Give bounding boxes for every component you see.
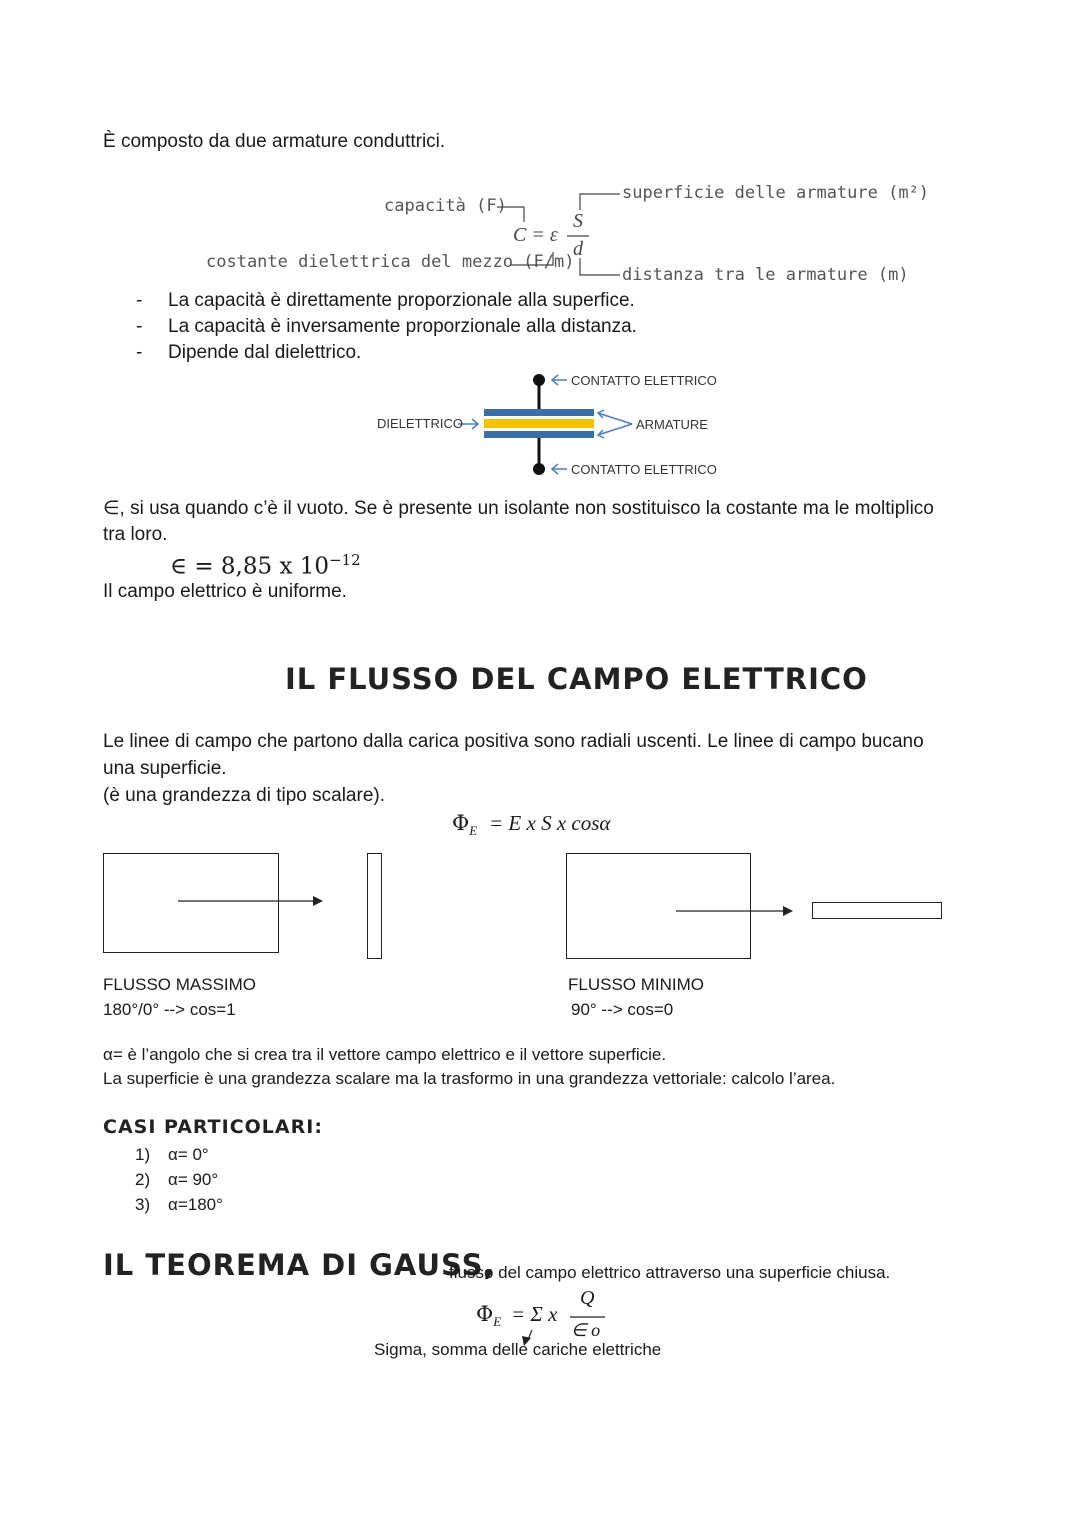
label-costante: costante dielettrica del mezzo (F/m) — [206, 252, 575, 272]
label-armature: ARMATURE — [636, 417, 708, 432]
phi-subscript: E — [493, 1314, 502, 1330]
label-capacita: capacità (F) — [384, 196, 507, 216]
bullet-dash-icon: - — [136, 342, 143, 363]
field-arrows — [0, 880, 1080, 930]
list-item: La capacità è inversamente proporzionale alla distanza. — [168, 316, 637, 337]
bullet-dash-icon: - — [136, 290, 143, 311]
uniform-text: Il campo elettrico è uniforme. — [103, 581, 347, 602]
max-flux-value: 180°/0° --> cos=1 — [103, 1000, 236, 1019]
label-superficie: superficie delle armature (m²) — [622, 183, 930, 203]
surface-definition: La superficie è una grandezza scalare ma la trasformo in una grandezza vettoriale: calcolo l’area. — [103, 1069, 836, 1088]
formula-numerator: S — [573, 210, 583, 232]
min-flux-title: FLUSSO MINIMO — [568, 975, 705, 994]
max-flux-title: FLUSSO MASSIMO — [103, 975, 257, 994]
label-distanza: distanza tra le armature (m) — [622, 265, 909, 285]
case-text: α= 0° — [168, 1145, 209, 1164]
flux-text-line3: (è una grandezza di tipo scalare). — [103, 785, 385, 806]
label-contatto-bottom: CONTATTO ELETTRICO — [571, 462, 717, 477]
min-flux-value: 90° --> cos=0 — [571, 1000, 674, 1019]
gauss-numerator: Q — [580, 1287, 595, 1309]
formula-lhs: C = ε — [513, 224, 558, 246]
case-text: α= 90° — [168, 1170, 219, 1189]
intro-text: È composto da due armature conduttrici. — [103, 131, 446, 152]
flux-formula-rhs: = E x S x cosα — [489, 811, 611, 835]
gauss-note: Sigma, somma delle cariche elettriche — [374, 1340, 662, 1359]
special-cases-title: CASI PARTICOLARI: — [103, 1116, 323, 1138]
formula-denominator: d — [573, 238, 583, 260]
label-contatto-top: CONTATTO ELETTRICO — [571, 373, 717, 388]
gauss-denominator: ∈ o — [571, 1320, 601, 1340]
flux-text-line2: una superficie. — [103, 758, 227, 779]
capacitor-drawing — [0, 360, 1080, 490]
case-number: 2) — [135, 1170, 151, 1189]
epsilon-base: ∈ = 8,85 x 10 — [170, 553, 329, 580]
case-number: 3) — [135, 1195, 151, 1214]
phi-symbol: Φ — [452, 811, 470, 835]
epsilon-value — [170, 551, 361, 580]
phi-subscript: E — [469, 823, 478, 839]
list-item: Dipende dal dielettrico. — [168, 342, 362, 363]
gauss-title: IL TEOREMA DI GAUSS, — [103, 1248, 496, 1282]
flux-formula — [452, 811, 610, 839]
case-text: α=180° — [168, 1195, 223, 1214]
list-item: La capacità è direttamente proporzionale alla superfice. — [168, 290, 635, 311]
label-dielettrico: DIELETTRICO — [377, 416, 463, 431]
bullet-dash-icon: - — [136, 316, 143, 337]
epsilon-text-line1: ∈, si usa quando c’è il vuoto. Se è presente un isolante non sostituisco la costante ma le moltiplico — [103, 498, 934, 519]
gauss-subtitle: flusso del campo elettrico attraverso una superficie chiusa. — [449, 1263, 891, 1282]
phi-symbol: Φ — [476, 1302, 494, 1326]
gauss-sigma-part: = Σ x — [511, 1302, 558, 1326]
flux-text-line1: Le linee di campo che partono dalla carica positiva sono radiali uscenti. Le linee di campo bucano — [103, 731, 924, 752]
case-number: 1) — [135, 1145, 151, 1164]
alpha-definition: α= è l’angolo che si crea tra il vettore campo elettrico e il vettore superficie. — [103, 1045, 667, 1064]
section-title-flusso: IL FLUSSO DEL CAMPO ELETTRICO — [285, 662, 868, 696]
epsilon-text-line2: tra loro. — [103, 524, 168, 545]
epsilon-exponent: −12 — [329, 551, 361, 569]
formula-connector-lines — [0, 0, 1080, 300]
